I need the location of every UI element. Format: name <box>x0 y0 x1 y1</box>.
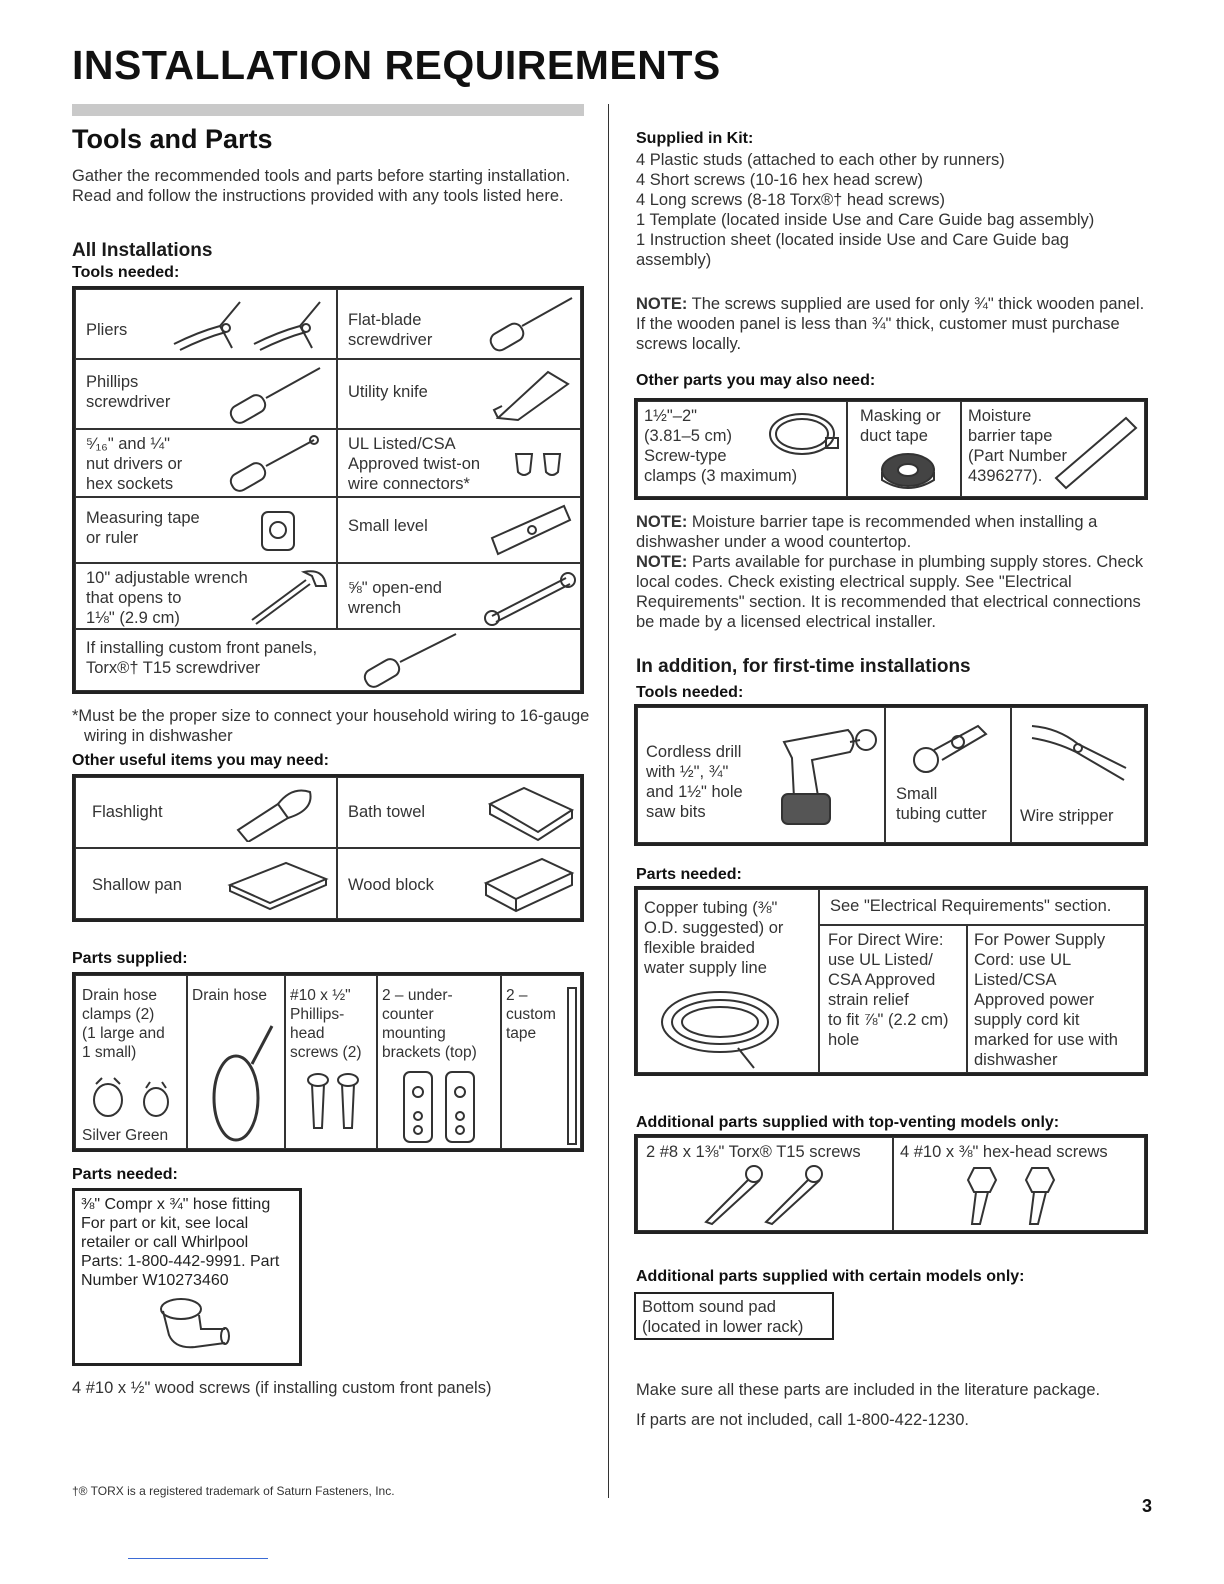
part-label: For Power Supply Cord: use UL Listed/CSA Approved power supply cord kit marked for use with dishwasher <box>974 931 1118 1069</box>
part-hex-head-screws <box>893 1137 1145 1231</box>
tape-strip-icon <box>566 986 578 1146</box>
other-parts-label: Other parts you may also need: <box>636 372 876 389</box>
kit-list <box>636 150 1148 270</box>
clamp-colors: Silver Green <box>82 1127 169 1144</box>
tool-nut-drivers <box>75 429 337 497</box>
kit-item: 4 Short screws (10-16 hex head screw) <box>636 171 924 189</box>
item-label: Bath towel <box>348 803 426 821</box>
useful-items-table <box>72 774 584 922</box>
moisture-tape-icon <box>1050 412 1140 490</box>
coiled-tubing-icon <box>658 982 794 1072</box>
towel-icon <box>484 784 576 842</box>
adjustable-wrench-icon <box>246 566 332 626</box>
utility-knife-icon <box>488 364 574 424</box>
tool-label: Measuring tape or ruler <box>86 509 200 547</box>
part-label: Drain hose clamps (2) (1 large and 1 small) <box>82 987 165 1061</box>
tool-utility-knife <box>337 359 581 429</box>
bracket-icon <box>400 1068 480 1146</box>
item-label: Shallow pan <box>92 876 182 894</box>
item-flashlight <box>75 777 337 848</box>
kit-item: 1 Instruction sheet (located inside Use and Care Guide bag assembly) <box>636 231 1069 269</box>
part-label: 2 – custom tape <box>506 987 556 1042</box>
tubing-cutter-icon <box>906 720 996 780</box>
part-power-cord <box>967 925 1145 1073</box>
section-title: Tools and Parts <box>72 124 273 154</box>
kit-item: 4 Plastic studs (attached to each other by runners) <box>636 151 1005 169</box>
wire-connector-icon <box>512 450 568 480</box>
screwdriver-icon <box>486 294 576 356</box>
part-label: Drain hose <box>192 987 267 1004</box>
item-label: Flashlight <box>92 803 163 821</box>
first-time-tools-label: Tools needed: <box>636 684 744 701</box>
item-bath-towel <box>337 777 581 848</box>
part-label: 2 – under- counter mounting brackets (top) <box>382 987 477 1061</box>
tools-needed-label: Tools needed: <box>72 264 180 281</box>
torx-screws-icon <box>698 1164 828 1228</box>
hose-fitting-text: ⅜" Compr x ¾" hose fitting For part or kit, see local retailer or call Whirlpool Parts: 1-800-442-9991. Part Number W10273460 <box>81 1196 280 1289</box>
part-mounting-brackets <box>377 975 501 1149</box>
tool-label: Utility knife <box>348 383 428 401</box>
tool-flat-blade-screwdriver <box>337 289 581 359</box>
footer-link-line <box>128 1558 268 1559</box>
moisture-note <box>636 512 1148 552</box>
tool-adjustable-wrench <box>75 563 337 629</box>
electrical-see-section <box>819 889 1145 925</box>
parts-supplied-label: Parts supplied: <box>72 950 188 967</box>
sound-pad-box <box>634 1292 834 1340</box>
tool-label: Wire stripper <box>1020 807 1114 825</box>
phillips-screwdriver-icon <box>226 362 326 426</box>
wire-stripper-icon <box>1028 718 1132 788</box>
part-label: 1½"–2" (3.81–5 cm) Screw-type clamps (3 maximum) <box>644 407 798 485</box>
page-title: INSTALLATION REQUIREMENTS <box>72 42 721 88</box>
closing-line-2: If parts are not included, call 1-800-422-1230. <box>636 1411 969 1429</box>
part-label: Moisture barrier tape (Part Number 4396277). <box>968 407 1068 485</box>
top-venting-table <box>634 1134 1148 1234</box>
tool-wire-stripper <box>1011 707 1145 843</box>
part-label: See "Electrical Requirements" section. <box>830 897 1112 915</box>
parts-availability-note <box>636 552 1148 632</box>
wood-screws-note: 4 #10 x ½" wood screws (if installing custom front panels) <box>72 1379 492 1397</box>
intro-text: Gather the recommended tools and parts before starting installation. Read and follow the instructions provided with any tools listed here. <box>72 167 571 205</box>
parts-supplied-table <box>72 972 584 1152</box>
part-label: Masking or duct tape <box>860 407 941 445</box>
tool-label: Pliers <box>86 321 128 339</box>
part-label: 2 #8 x 1⅜" Torx® T15 screws <box>646 1143 861 1161</box>
closing-line-1: Make sure all these parts are included in the literature package. <box>636 1381 1101 1399</box>
part-moisture-tape <box>961 401 1145 497</box>
first-time-parts-label: Parts needed: <box>636 866 742 883</box>
tool-label: Cordless drill with ½", ¾" and 1½" hole saw bits <box>646 743 743 821</box>
part-label: Copper tubing (⅜" O.D. suggested) or flexible braided water supply line <box>644 899 784 977</box>
useful-items-label: Other useful items you may need: <box>72 752 329 769</box>
tool-open-end-wrench <box>337 563 581 629</box>
screw-icon <box>304 1072 364 1134</box>
note-label: NOTE: <box>636 553 688 571</box>
part-custom-tape <box>501 975 581 1149</box>
open-end-wrench-icon <box>482 566 578 626</box>
wood-block-icon <box>482 855 576 913</box>
drain-hose-icon <box>196 1016 278 1146</box>
tools-table <box>72 286 584 694</box>
hose-fitting-box <box>72 1188 302 1366</box>
screw-clamp-icon <box>762 408 842 462</box>
tools-footnote: *Must be the proper size to connect your household wiring to 16-gauge wiring in dishwasher <box>72 707 590 745</box>
pliers-icon <box>168 296 328 354</box>
nut-driver-icon <box>226 432 322 494</box>
part-label: For Direct Wire: use UL Listed/ CSA Approved strain relief to fit ⅞" (2.2 cm) hole <box>828 931 949 1049</box>
tool-label: Small tubing cutter <box>896 785 987 823</box>
first-time-parts-table <box>634 886 1148 1076</box>
page-number: 3 <box>1142 1496 1153 1516</box>
tool-label: 10" adjustable wrench that opens to 1⅛" (2.9 cm) <box>86 569 248 627</box>
part-drain-hose <box>187 975 285 1149</box>
level-icon <box>488 502 574 560</box>
note-text: Parts available for purchase in plumbing supply stores. Check local codes. Check existing electrical supply. See "Electrical Requirements" section. It is recommended that electrical connections be made by a licensed electrical installer. <box>636 553 1144 631</box>
hose-clamp-icon <box>86 1076 182 1122</box>
certain-models-label: Additional parts supplied with certain models only: <box>636 1268 1025 1285</box>
tool-label: ⁵⁄₁₆" and ¼" nut drivers or hex sockets <box>86 435 183 493</box>
measuring-tape-icon <box>258 508 298 554</box>
tool-wire-connectors <box>337 429 581 497</box>
part-direct-wire <box>819 925 967 1073</box>
note-text: Moisture barrier tape is recommended when installing a dishwasher under a wood countertop. <box>636 513 1098 551</box>
kit-label: Supplied in Kit: <box>636 130 754 147</box>
trademark-footnote: †® TORX is a registered trademark of Saturn Fasteners, Inc. <box>72 1484 395 1498</box>
part-screw-clamps <box>637 401 847 497</box>
parts-needed-label: Parts needed: <box>72 1166 178 1183</box>
tool-pliers <box>75 289 337 359</box>
tool-tubing-cutter <box>885 707 1011 843</box>
tool-phillips-screwdriver <box>75 359 337 429</box>
tool-label: ⅝" open-end wrench <box>348 579 442 617</box>
tool-small-level <box>337 497 581 563</box>
flashlight-icon <box>232 782 318 842</box>
column-divider <box>608 104 609 1498</box>
other-parts-table <box>634 398 1148 500</box>
hose-fitting-icon <box>155 1295 235 1357</box>
item-label: Wood block <box>348 876 434 894</box>
tool-torx-screwdriver <box>75 629 581 691</box>
part-label: 4 #10 x ⅜" hex-head screws <box>900 1143 1108 1161</box>
tool-label: Flat-blade screwdriver <box>348 311 433 349</box>
first-time-tools-table <box>634 704 1148 846</box>
tool-cordless-drill <box>637 707 885 843</box>
note-label: NOTE: <box>636 295 688 313</box>
all-installations-heading: All Installations <box>72 240 213 261</box>
torx-screwdriver-icon <box>360 630 460 690</box>
sound-pad-text: Bottom sound pad (located in lower rack) <box>642 1298 804 1336</box>
drill-icon <box>778 718 882 830</box>
tool-measuring-tape <box>75 497 337 563</box>
top-venting-label: Additional parts supplied with top-venting models only: <box>636 1114 1060 1131</box>
part-masking-tape <box>847 401 961 497</box>
kit-item: 1 Template (located inside Use and Care Guide bag assembly) <box>636 211 1095 229</box>
tool-label: If installing custom front panels, Torx®† T15 screwdriver <box>86 639 318 677</box>
tool-label: Phillips screwdriver <box>86 373 171 411</box>
title-underline <box>72 104 584 116</box>
note-text: The screws supplied are used for only ¾" thick wooden panel. If the wooden panel is less than ¾" thick, customer must purchase screws locally. <box>636 295 1145 353</box>
part-copper-tubing <box>637 889 819 1073</box>
tool-label: UL Listed/CSA Approved twist-on wire connectors* <box>348 435 481 493</box>
part-label: #10 x ½" Phillips- head screws (2) <box>290 987 362 1061</box>
hex-screws-icon <box>954 1166 1074 1228</box>
kit-item: 4 Long screws (8-18 Torx®† head screws) <box>636 191 945 209</box>
pan-icon <box>226 857 330 911</box>
note-label: NOTE: <box>636 513 688 531</box>
first-time-heading: In addition, for first-time installations <box>636 656 971 677</box>
item-wood-block <box>337 848 581 919</box>
part-phillips-screws <box>285 975 377 1149</box>
tool-label: Small level <box>348 517 428 535</box>
item-shallow-pan <box>75 848 337 919</box>
kit-note <box>636 294 1148 354</box>
part-torx-screws <box>637 1137 893 1231</box>
tape-roll-icon <box>878 450 938 494</box>
part-drain-hose-clamps <box>75 975 187 1149</box>
